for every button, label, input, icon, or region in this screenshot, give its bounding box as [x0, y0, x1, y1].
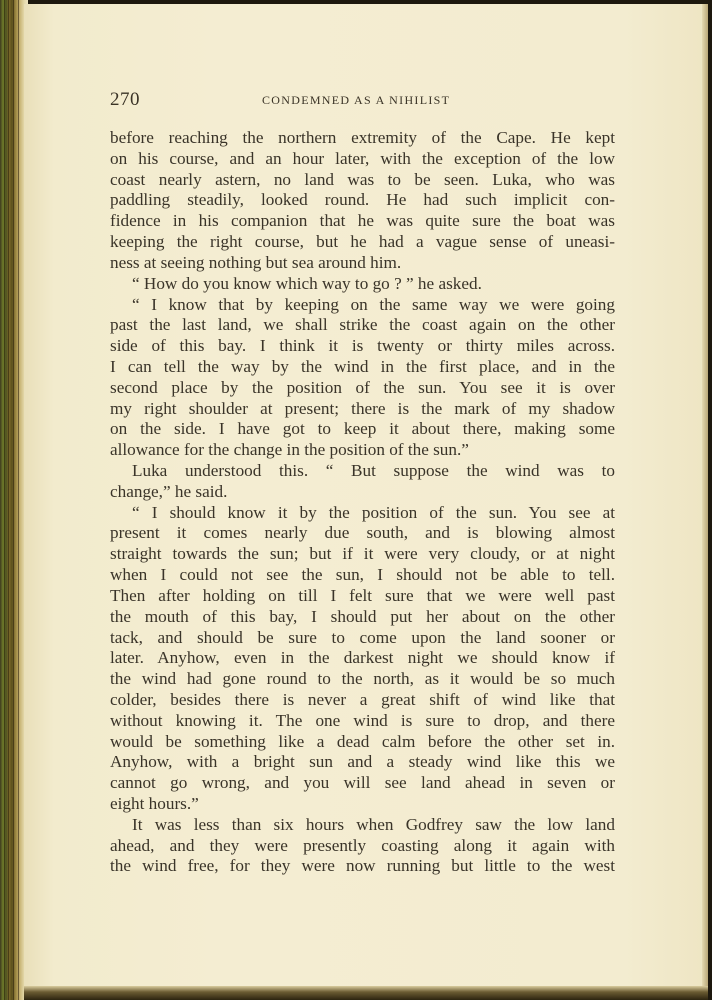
text-line: eight hours.”: [110, 794, 199, 813]
text-line: fidence in his companion that he was quite sure the boat was: [110, 211, 615, 231]
text-line: change,” he said.: [110, 481, 228, 501]
page-edge: [702, 4, 708, 994]
text-line: Then after holding on till I felt sure that we were well past: [110, 585, 615, 605]
binding-line: [13, 0, 14, 1000]
binding-line: [18, 0, 19, 1000]
text-line: Anyhow, with a bright sun and a steady wind like this we: [110, 752, 615, 772]
text-line: the wind free, for they were now running but little to the west: [110, 856, 615, 876]
text-line: ahead, and they were presently coasting along it again with: [110, 835, 615, 855]
text-line: “ How do you know which way to go ? ” he asked.: [132, 273, 482, 293]
page-number: 270: [110, 89, 140, 110]
text-line: second place by the position of the sun. You see it is over: [110, 377, 615, 397]
binding-line: [4, 0, 5, 1000]
text-line: coast nearly astern, no land was to be seen. Luka, who was: [110, 169, 615, 189]
text-line: side of this bay. I think it is twenty or thirty miles across.: [110, 336, 615, 356]
text-line: keeping the right course, but he had a vague sense of uneasi-: [110, 232, 615, 252]
text-line: without knowing it. The one wind is sure to drop, and there: [110, 710, 615, 730]
text-line: my right shoulder at present; there is the mark of my shadow: [110, 398, 615, 418]
text-line: “ I know that by keeping on the same way we were going: [132, 294, 615, 314]
text-line: present it comes nearly due south, and is blowing almost: [110, 523, 615, 543]
text-line: the mouth of this bay, I should put her about on the other: [110, 606, 615, 626]
text-line: on the side. I have got to keep it about there, making some: [110, 419, 615, 439]
text-line: cannot go wrong, and you will see land ahead in seven or: [110, 773, 615, 793]
text-line: before reaching the northern extremity of the Cape. He kept: [110, 128, 615, 147]
text-line: paddling steadily, looked round. He had such implicit con-: [110, 190, 615, 210]
text-line: later. Anyhow, even in the darkest night we should know if: [110, 648, 615, 668]
text-line: would be something like a dead calm before the other set in.: [110, 731, 615, 751]
text-line: on his course, and an hour later, with the exception of the low: [110, 148, 615, 168]
text-line: Luka understood this. “ But suppose the wind was to: [132, 461, 615, 480]
text-line: allowance for the change in the position of the sun.”: [110, 440, 469, 460]
text-line: straight towards the sun; but if it were very cloudy, or at night: [110, 544, 615, 564]
text-line: ness at seeing nothing but sea around him.: [110, 252, 402, 272]
page-bottom-shadow: [24, 986, 708, 1000]
binding-line: [8, 0, 9, 1000]
text-line: tack, and should be sure to come upon the land sooner or: [110, 627, 615, 647]
running-head: CONDEMNED AS A NIHILIST: [262, 93, 451, 107]
body-text: [110, 128, 615, 877]
text-line: when I could not see the sun, I should not be able to tell.: [110, 565, 615, 585]
text-line: I can tell the way by the wind in the first place, and in the: [110, 356, 615, 376]
text-line: the wind had gone round to the north, as it would be so much: [110, 669, 615, 689]
page-header: [110, 89, 615, 113]
text-line: colder, besides there is never a great shift of wind like that: [110, 689, 615, 709]
text-line: past the last land, we shall strike the coast again on the other: [110, 315, 615, 335]
text-line: It was less than six hours when Godfrey saw the low land: [132, 814, 615, 834]
text-line: “ I should know it by the position of the sun. You see at: [132, 502, 615, 522]
